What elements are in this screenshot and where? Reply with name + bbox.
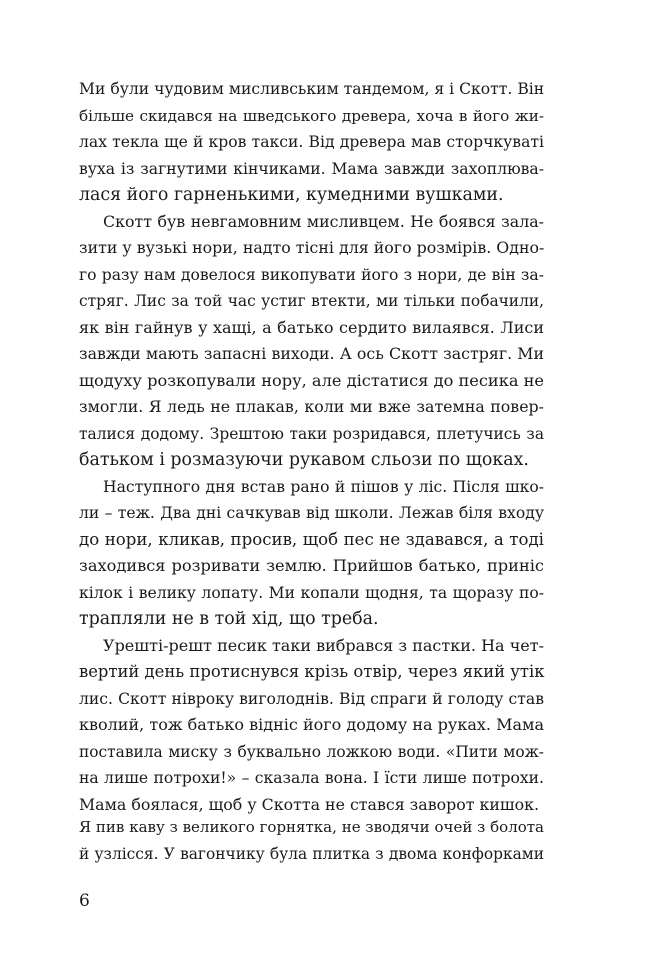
paragraph-1 (79, 76, 544, 209)
text-line: Урешті-решт песик таки вибрався з пастки. На чет- (103, 635, 544, 655)
text-line: лася його гарненькими, кумедними вушками. (79, 185, 504, 205)
text-line: талися додому. Зрештою таки розридався, плетучись за (79, 424, 544, 443)
text-line: Я пив каву з великого горнятка, не зводячи очей з болота (79, 818, 544, 836)
text-line: ли – теж. Два дні сачкував від школи. Лежав біля входу (79, 504, 544, 522)
text-line: заходився розривати землю. Прийшов батько, приніс (79, 556, 544, 575)
text-line: більше скидався на шведського древера, хоча в його жи- (79, 106, 544, 125)
next-section-text (79, 814, 544, 867)
text-line: до нори, кликав, просив, щоб пес не здавався, а тоді (79, 529, 544, 549)
paragraph-2 (79, 209, 544, 474)
text-line: вертий день протиснувся крізь отвір, через який утік (79, 662, 545, 681)
text-line: й узлісся. У вагончику була плитка з двома конфорками (79, 844, 544, 863)
paragraph-3 (79, 474, 544, 633)
text-line: Мама боялася, щоб у Скотта не стався заворот кишок. (79, 794, 539, 814)
text-line: Ми були чудовим мисливським тандемом, я і Скотт. Він (79, 80, 545, 98)
text-line: на лише потрохи!» – сказала вона. І їсти лише потрохи. (79, 769, 544, 787)
text-line: вуха із загнутими кінчиками. Мама завжди захоплюва- (79, 159, 544, 178)
paragraph-4 (79, 633, 544, 819)
text-line: зити у вузькі нори, надто тісні для його розмірів. Одно- (79, 238, 545, 257)
text-line: поставила миску з буквально ложкою води. «Пити мож- (79, 742, 544, 761)
text-line: трапляли не в той хід, що треба. (79, 609, 379, 629)
page-number: 6 (79, 891, 90, 911)
text-line: щодуху розкопували нору, але дістатися до песика не (79, 370, 544, 390)
text-line: завжди мають запасні виходи. А ось Скотт застряг. Ми (79, 344, 544, 363)
text-line: Скотт був невгамовним мисливцем. Не боявся зала- (103, 211, 544, 231)
text-line: як він гайнув у хащі, а батько сердито вилаявся. Лиси (79, 317, 544, 337)
text-line: батьком і розмазуючи рукавом сльози по щоках. (79, 450, 529, 470)
text-line: го разу нам довелося викопувати його з нори, де він за- (79, 265, 544, 284)
text-line: стряг. Лис за той час устиг втекти, ми тільки побачили, (79, 292, 544, 310)
text-line: кілок і велику лопату. Ми копали щодня, та щоразу по- (79, 583, 544, 602)
text-line: Наступного дня встав рано й пішов у ліс. Після шко- (103, 477, 544, 496)
main-text (79, 76, 544, 818)
text-line: лис. Скотт нівроку виголоднів. Від спраги й голоду став (79, 689, 544, 708)
text-line: кволий, тож батько відніс його додому на руках. Мама (79, 715, 544, 734)
text-line: лах текла ще й кров такси. Від древера мав сторчкуваті (79, 133, 544, 151)
text-line: змогли. Я ледь не плакав, коли ми вже затемна повер- (79, 397, 544, 416)
